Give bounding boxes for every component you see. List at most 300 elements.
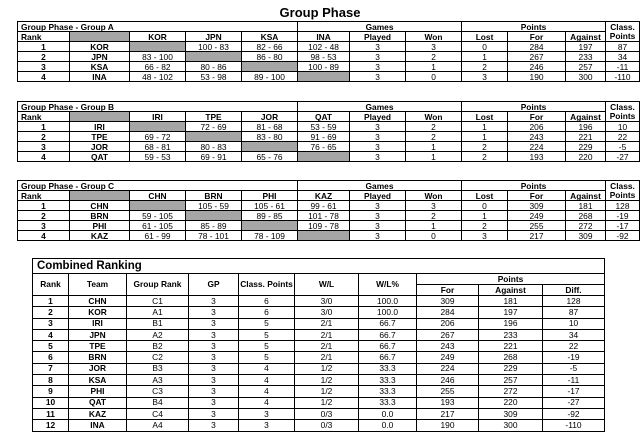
for-cell: 193 bbox=[508, 152, 566, 162]
blank-cell bbox=[70, 112, 130, 122]
for-cell: 309 bbox=[417, 296, 479, 307]
rank-cell: 1 bbox=[18, 42, 70, 52]
group-rank-cell: C4 bbox=[127, 408, 189, 419]
rank-cell: 4 bbox=[33, 329, 69, 340]
for-header: For bbox=[508, 112, 566, 122]
played-cell: 3 bbox=[350, 152, 406, 162]
rank-cell: 3 bbox=[18, 62, 70, 72]
diff-cell: 34 bbox=[606, 52, 640, 62]
team-cell: INA bbox=[70, 72, 130, 82]
diff-cell: 34 bbox=[543, 329, 605, 340]
col-team: Team bbox=[69, 274, 127, 296]
combined-row bbox=[33, 408, 605, 419]
team-cell: JPN bbox=[69, 329, 127, 340]
group-rank-cell: B3 bbox=[127, 363, 189, 374]
gp-cell: 3 bbox=[189, 318, 239, 329]
class-points-header: Class. Points bbox=[606, 22, 640, 42]
group-table bbox=[17, 101, 640, 162]
team-cell: BRN bbox=[70, 211, 130, 221]
lost-cell: 1 bbox=[462, 122, 508, 132]
lost-cell: 1 bbox=[462, 211, 508, 221]
group-rank-cell: B1 bbox=[127, 318, 189, 329]
self-match-cell bbox=[298, 231, 350, 241]
class-points-header: Class. Points bbox=[606, 181, 640, 201]
for-cell: 217 bbox=[417, 408, 479, 419]
match-result-cell: 89 - 100 bbox=[242, 72, 298, 82]
group-row bbox=[18, 42, 640, 52]
combined-row bbox=[33, 397, 605, 408]
group-row bbox=[18, 122, 640, 132]
match-result-cell: 102 - 48 bbox=[298, 42, 350, 52]
diff-cell: -27 bbox=[543, 397, 605, 408]
match-result-cell: 78 - 109 bbox=[242, 231, 298, 241]
lost-header: Lost bbox=[462, 112, 508, 122]
diff-cell: 10 bbox=[543, 318, 605, 329]
team-column-header: KAZ bbox=[298, 191, 350, 201]
for-cell: 206 bbox=[417, 318, 479, 329]
lost-cell: 3 bbox=[462, 72, 508, 82]
match-result-cell: 53 - 59 bbox=[298, 122, 350, 132]
wl-cell: 1/2 bbox=[295, 397, 359, 408]
played-cell: 3 bbox=[350, 72, 406, 82]
group-rank-cell: C3 bbox=[127, 386, 189, 397]
diff-cell: 87 bbox=[606, 42, 640, 52]
match-result-cell: 101 - 78 bbox=[298, 211, 350, 221]
col-against: Against bbox=[479, 285, 543, 296]
col-diff: Diff. bbox=[543, 285, 605, 296]
group-rank-cell: A2 bbox=[127, 329, 189, 340]
match-result-cell: 81 - 68 bbox=[242, 122, 298, 132]
wl-cell: 2/1 bbox=[295, 341, 359, 352]
diff-cell: 22 bbox=[606, 132, 640, 142]
self-match-cell bbox=[298, 152, 350, 162]
against-cell: 300 bbox=[479, 420, 543, 431]
against-header: Against bbox=[566, 32, 606, 42]
match-result-cell: 78 - 101 bbox=[186, 231, 242, 241]
team-column-header: KOR bbox=[130, 32, 186, 42]
lost-cell: 2 bbox=[462, 62, 508, 72]
team-cell: IRI bbox=[70, 122, 130, 132]
played-header: Played bbox=[350, 32, 406, 42]
self-match-cell bbox=[186, 211, 242, 221]
rank-cell: 2 bbox=[18, 52, 70, 62]
page-title: Group Phase bbox=[279, 5, 361, 20]
self-match-cell bbox=[130, 122, 186, 132]
match-result-cell: 85 - 89 bbox=[186, 221, 242, 231]
group-rank-cell: A1 bbox=[127, 307, 189, 318]
group-row bbox=[18, 142, 640, 152]
against-cell: 233 bbox=[479, 329, 543, 340]
gp-cell: 3 bbox=[189, 408, 239, 419]
diff-cell: -19 bbox=[543, 352, 605, 363]
match-result-cell: 59 - 105 bbox=[130, 211, 186, 221]
match-result-cell: 83 - 100 bbox=[130, 52, 186, 62]
team-cell: KOR bbox=[70, 42, 130, 52]
team-cell: TPE bbox=[69, 341, 127, 352]
played-header: Played bbox=[350, 112, 406, 122]
won-cell: 2 bbox=[406, 132, 462, 142]
group-rank-cell: A4 bbox=[127, 420, 189, 431]
group-row bbox=[18, 211, 640, 221]
match-result-cell: 91 - 69 bbox=[298, 132, 350, 142]
match-result-cell: 65 - 76 bbox=[242, 152, 298, 162]
played-cell: 3 bbox=[350, 52, 406, 62]
against-cell: 309 bbox=[566, 231, 606, 241]
against-cell: 300 bbox=[566, 72, 606, 82]
combined-row bbox=[33, 352, 605, 363]
combined-row bbox=[33, 363, 605, 374]
won-cell: 1 bbox=[406, 152, 462, 162]
against-cell: 309 bbox=[479, 408, 543, 419]
match-result-cell: 53 - 98 bbox=[186, 72, 242, 82]
gp-cell: 3 bbox=[189, 420, 239, 431]
match-result-cell: 99 - 61 bbox=[298, 201, 350, 211]
wl-cell: 2/1 bbox=[295, 318, 359, 329]
diff-cell: -11 bbox=[543, 375, 605, 386]
for-cell: 224 bbox=[417, 363, 479, 374]
match-result-cell: 72 - 69 bbox=[186, 122, 242, 132]
against-cell: 257 bbox=[566, 62, 606, 72]
for-header: For bbox=[508, 191, 566, 201]
group-row bbox=[18, 52, 640, 62]
team-cell: BRN bbox=[69, 352, 127, 363]
for-cell: 309 bbox=[508, 201, 566, 211]
group-title: Group Phase - Group B bbox=[18, 102, 298, 112]
rank-header: Rank bbox=[18, 191, 70, 201]
played-cell: 3 bbox=[350, 42, 406, 52]
for-cell: 246 bbox=[508, 62, 566, 72]
for-header: For bbox=[508, 32, 566, 42]
match-result-cell: 80 - 86 bbox=[186, 62, 242, 72]
class-points-cell: 3 bbox=[239, 420, 295, 431]
played-cell: 3 bbox=[350, 62, 406, 72]
against-header: Against bbox=[566, 191, 606, 201]
rank-cell: 3 bbox=[33, 318, 69, 329]
won-cell: 2 bbox=[406, 52, 462, 62]
against-cell: 221 bbox=[479, 341, 543, 352]
against-cell: 229 bbox=[566, 142, 606, 152]
for-cell: 249 bbox=[508, 211, 566, 221]
won-cell: 3 bbox=[406, 42, 462, 52]
played-cell: 3 bbox=[350, 142, 406, 152]
group-title: Group Phase - Group C bbox=[18, 181, 298, 191]
combined-row bbox=[33, 341, 605, 352]
rank-cell: 1 bbox=[18, 201, 70, 211]
col-points: Points bbox=[417, 274, 605, 285]
rank-cell: 4 bbox=[18, 231, 70, 241]
team-column-header: JOR bbox=[242, 112, 298, 122]
diff-cell: -17 bbox=[606, 221, 640, 231]
against-cell: 272 bbox=[479, 386, 543, 397]
wl-pct-cell: 66.7 bbox=[359, 329, 417, 340]
lost-cell: 2 bbox=[462, 152, 508, 162]
team-cell: KOR bbox=[69, 307, 127, 318]
lost-cell: 1 bbox=[462, 132, 508, 142]
match-result-cell: 100 - 89 bbox=[298, 62, 350, 72]
combined-row bbox=[33, 307, 605, 318]
against-header: Against bbox=[566, 112, 606, 122]
col-gp: GP bbox=[189, 274, 239, 296]
rank-cell: 7 bbox=[33, 363, 69, 374]
team-column-header: BRN bbox=[186, 191, 242, 201]
points-header: Points bbox=[462, 181, 606, 191]
self-match-cell bbox=[242, 142, 298, 152]
against-cell: 220 bbox=[566, 152, 606, 162]
match-result-cell: 61 - 99 bbox=[130, 231, 186, 241]
match-result-cell: 83 - 80 bbox=[242, 132, 298, 142]
gp-cell: 3 bbox=[189, 397, 239, 408]
lost-cell: 1 bbox=[462, 52, 508, 62]
rank-cell: 3 bbox=[18, 142, 70, 152]
class-points-header: Class. Points bbox=[606, 102, 640, 122]
won-header: Won bbox=[406, 112, 462, 122]
lost-cell: 0 bbox=[462, 42, 508, 52]
class-points-cell: 5 bbox=[239, 318, 295, 329]
rank-cell: 9 bbox=[33, 386, 69, 397]
group-rank-cell: A3 bbox=[127, 375, 189, 386]
gp-cell: 3 bbox=[189, 375, 239, 386]
rank-cell: 4 bbox=[18, 152, 70, 162]
match-result-cell: 105 - 59 bbox=[186, 201, 242, 211]
team-cell: PHI bbox=[70, 221, 130, 231]
for-cell: 217 bbox=[508, 231, 566, 241]
self-match-cell bbox=[130, 42, 186, 52]
played-cell: 3 bbox=[350, 122, 406, 132]
won-cell: 2 bbox=[406, 122, 462, 132]
wl-pct-cell: 33.3 bbox=[359, 397, 417, 408]
played-cell: 3 bbox=[350, 231, 406, 241]
played-cell: 3 bbox=[350, 211, 406, 221]
match-result-cell: 109 - 78 bbox=[298, 221, 350, 231]
points-header: Points bbox=[462, 22, 606, 32]
lost-cell: 2 bbox=[462, 221, 508, 231]
rank-cell: 2 bbox=[18, 132, 70, 142]
for-cell: 190 bbox=[417, 420, 479, 431]
team-cell: KAZ bbox=[69, 408, 127, 419]
class-points-cell: 5 bbox=[239, 329, 295, 340]
team-column-header: CHN bbox=[130, 191, 186, 201]
for-cell: 243 bbox=[417, 341, 479, 352]
combined-row bbox=[33, 318, 605, 329]
wl-pct-cell: 66.7 bbox=[359, 352, 417, 363]
for-cell: 224 bbox=[508, 142, 566, 152]
diff-cell: 128 bbox=[606, 201, 640, 211]
diff-cell: 10 bbox=[606, 122, 640, 132]
rank-cell: 2 bbox=[33, 307, 69, 318]
group-table bbox=[17, 21, 640, 82]
team-column-header: IRI bbox=[130, 112, 186, 122]
team-cell: KAZ bbox=[70, 231, 130, 241]
wl-pct-cell: 66.7 bbox=[359, 341, 417, 352]
group-rank-cell: B4 bbox=[127, 397, 189, 408]
team-column-header: QAT bbox=[298, 112, 350, 122]
col-rank: Rank bbox=[33, 274, 69, 296]
col-class-points: Class. Points bbox=[239, 274, 295, 296]
rank-cell: 2 bbox=[18, 211, 70, 221]
rank-cell: 5 bbox=[33, 341, 69, 352]
match-result-cell: 82 - 66 bbox=[242, 42, 298, 52]
match-result-cell: 69 - 91 bbox=[186, 152, 242, 162]
self-match-cell bbox=[242, 221, 298, 231]
class-points-cell: 6 bbox=[239, 307, 295, 318]
rank-header: Rank bbox=[18, 112, 70, 122]
won-cell: 0 bbox=[406, 72, 462, 82]
lost-header: Lost bbox=[462, 191, 508, 201]
class-points-cell: 5 bbox=[239, 352, 295, 363]
wl-cell: 1/2 bbox=[295, 363, 359, 374]
diff-cell: -5 bbox=[606, 142, 640, 152]
against-cell: 257 bbox=[479, 375, 543, 386]
for-cell: 190 bbox=[508, 72, 566, 82]
diff-cell: -5 bbox=[543, 363, 605, 374]
won-cell: 3 bbox=[406, 201, 462, 211]
for-cell: 267 bbox=[417, 329, 479, 340]
wl-pct-cell: 100.0 bbox=[359, 307, 417, 318]
against-cell: 196 bbox=[566, 122, 606, 132]
team-cell: TPE bbox=[70, 132, 130, 142]
wl-pct-cell: 33.3 bbox=[359, 363, 417, 374]
team-cell: INA bbox=[69, 420, 127, 431]
team-cell: JOR bbox=[70, 142, 130, 152]
col-wl-pct: W/L% bbox=[359, 274, 417, 296]
won-cell: 0 bbox=[406, 231, 462, 241]
for-cell: 255 bbox=[417, 386, 479, 397]
group-row bbox=[18, 201, 640, 211]
col-group-rank: Group Rank bbox=[127, 274, 189, 296]
gp-cell: 3 bbox=[189, 307, 239, 318]
combined-row bbox=[33, 386, 605, 397]
class-points-cell: 3 bbox=[239, 408, 295, 419]
rank-cell: 1 bbox=[33, 296, 69, 307]
wl-pct-cell: 0.0 bbox=[359, 420, 417, 431]
wl-cell: 1/2 bbox=[295, 386, 359, 397]
won-cell: 1 bbox=[406, 62, 462, 72]
team-column-header: JPN bbox=[186, 32, 242, 42]
team-cell: QAT bbox=[69, 397, 127, 408]
diff-cell: 87 bbox=[543, 307, 605, 318]
against-cell: 181 bbox=[566, 201, 606, 211]
col-for: For bbox=[417, 285, 479, 296]
wl-pct-cell: 33.3 bbox=[359, 386, 417, 397]
team-cell: KSA bbox=[69, 375, 127, 386]
points-header: Points bbox=[462, 102, 606, 112]
team-cell: JOR bbox=[69, 363, 127, 374]
rank-cell: 10 bbox=[33, 397, 69, 408]
rank-header: Rank bbox=[18, 32, 70, 42]
diff-cell: -92 bbox=[543, 408, 605, 419]
group-row bbox=[18, 231, 640, 241]
rank-cell: 4 bbox=[18, 72, 70, 82]
lost-header: Lost bbox=[462, 32, 508, 42]
rank-cell: 11 bbox=[33, 408, 69, 419]
match-result-cell: 48 - 102 bbox=[130, 72, 186, 82]
blank-cell bbox=[70, 191, 130, 201]
diff-cell: -27 bbox=[606, 152, 640, 162]
wl-cell: 0/3 bbox=[295, 408, 359, 419]
against-cell: 221 bbox=[566, 132, 606, 142]
played-cell: 3 bbox=[350, 221, 406, 231]
group-title: Group Phase - Group A bbox=[18, 22, 298, 32]
played-header: Played bbox=[350, 191, 406, 201]
gp-cell: 3 bbox=[189, 386, 239, 397]
rank-cell: 3 bbox=[18, 221, 70, 231]
won-cell: 1 bbox=[406, 221, 462, 231]
wl-cell: 0/3 bbox=[295, 420, 359, 431]
group-rank-cell: C1 bbox=[127, 296, 189, 307]
team-cell: KSA bbox=[70, 62, 130, 72]
team-column-header: INA bbox=[298, 32, 350, 42]
wl-pct-cell: 100.0 bbox=[359, 296, 417, 307]
rank-cell: 1 bbox=[18, 122, 70, 132]
for-cell: 249 bbox=[417, 352, 479, 363]
wl-pct-cell: 66.7 bbox=[359, 318, 417, 329]
team-cell: JPN bbox=[70, 52, 130, 62]
wl-cell: 2/1 bbox=[295, 329, 359, 340]
team-column-header: PHI bbox=[242, 191, 298, 201]
against-cell: 181 bbox=[479, 296, 543, 307]
lost-cell: 0 bbox=[462, 201, 508, 211]
diff-cell: 22 bbox=[543, 341, 605, 352]
class-points-cell: 6 bbox=[239, 296, 295, 307]
lost-cell: 3 bbox=[462, 231, 508, 241]
self-match-cell bbox=[242, 62, 298, 72]
group-rank-cell: B2 bbox=[127, 341, 189, 352]
against-cell: 268 bbox=[566, 211, 606, 221]
against-cell: 272 bbox=[566, 221, 606, 231]
team-cell: CHN bbox=[69, 296, 127, 307]
match-result-cell: 69 - 72 bbox=[130, 132, 186, 142]
self-match-cell bbox=[186, 52, 242, 62]
against-cell: 197 bbox=[479, 307, 543, 318]
diff-cell: -110 bbox=[606, 72, 640, 82]
team-column-header: TPE bbox=[186, 112, 242, 122]
group-row bbox=[18, 72, 640, 82]
combined-ranking-table bbox=[32, 258, 605, 432]
class-points-cell: 5 bbox=[239, 341, 295, 352]
match-result-cell: 59 - 53 bbox=[130, 152, 186, 162]
group-table bbox=[17, 180, 640, 241]
team-cell: QAT bbox=[70, 152, 130, 162]
won-cell: 1 bbox=[406, 142, 462, 152]
rank-cell: 12 bbox=[33, 420, 69, 431]
for-cell: 206 bbox=[508, 122, 566, 132]
col-wl: W/L bbox=[295, 274, 359, 296]
gp-cell: 3 bbox=[189, 352, 239, 363]
blank-cell bbox=[70, 32, 130, 42]
match-result-cell: 80 - 83 bbox=[186, 142, 242, 152]
combined-ranking-title: Combined Ranking bbox=[33, 259, 605, 274]
self-match-cell bbox=[298, 72, 350, 82]
won-header: Won bbox=[406, 191, 462, 201]
games-header: Games bbox=[298, 181, 462, 191]
class-points-cell: 4 bbox=[239, 375, 295, 386]
combined-row bbox=[33, 329, 605, 340]
won-cell: 2 bbox=[406, 211, 462, 221]
against-cell: 233 bbox=[566, 52, 606, 62]
for-cell: 267 bbox=[508, 52, 566, 62]
wl-cell: 2/1 bbox=[295, 352, 359, 363]
match-result-cell: 66 - 82 bbox=[130, 62, 186, 72]
lost-cell: 2 bbox=[462, 142, 508, 152]
match-result-cell: 105 - 61 bbox=[242, 201, 298, 211]
class-points-cell: 4 bbox=[239, 386, 295, 397]
against-cell: 196 bbox=[479, 318, 543, 329]
diff-cell: -110 bbox=[543, 420, 605, 431]
for-cell: 243 bbox=[508, 132, 566, 142]
won-header: Won bbox=[406, 32, 462, 42]
against-cell: 229 bbox=[479, 363, 543, 374]
combined-row bbox=[33, 420, 605, 431]
